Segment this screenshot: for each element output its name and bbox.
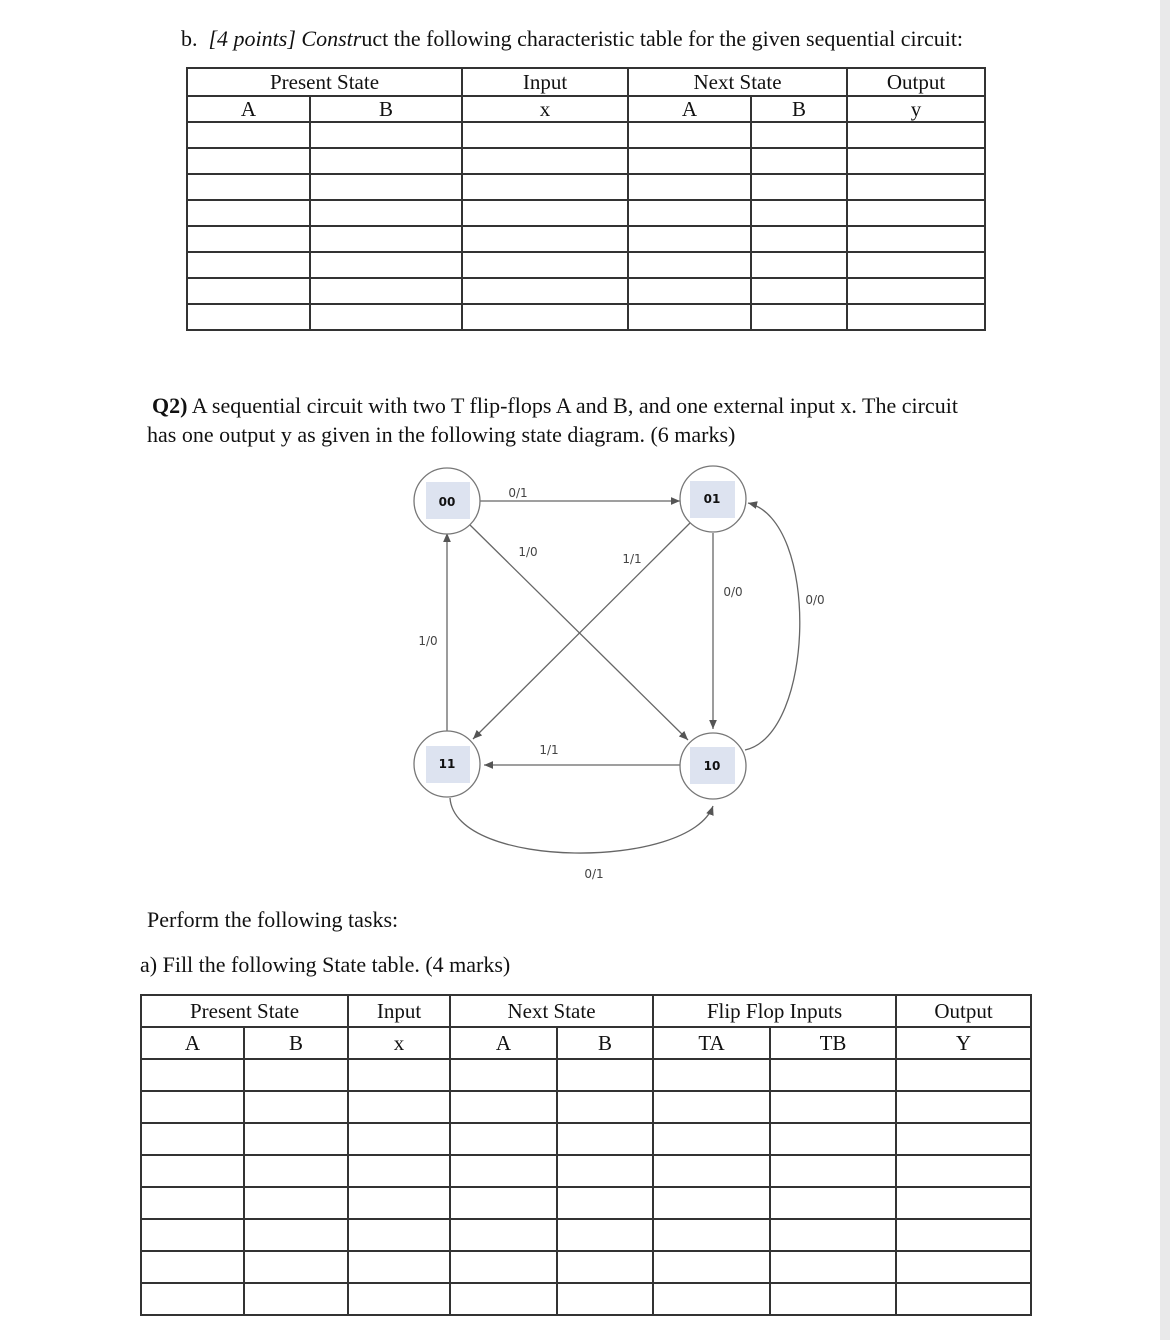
empty-cell[interactable] (751, 122, 847, 148)
table-row (141, 1187, 1031, 1219)
empty-cell[interactable] (770, 1091, 896, 1123)
empty-cell[interactable] (244, 1251, 348, 1283)
part-b-text: uct the following characteristic table for the given sequential circuit: (361, 26, 964, 51)
empty-cell[interactable] (141, 1059, 244, 1091)
empty-cell[interactable] (847, 304, 985, 330)
tasks-intro: Perform the following tasks: (147, 907, 399, 932)
empty-cell[interactable] (896, 1219, 1031, 1251)
sub-header: A (450, 1027, 557, 1059)
empty-cell[interactable] (450, 1059, 557, 1091)
empty-cell[interactable] (141, 1123, 244, 1155)
empty-cell[interactable] (653, 1059, 770, 1091)
empty-cell[interactable] (557, 1219, 653, 1251)
empty-cell[interactable] (244, 1219, 348, 1251)
sub-header: A (628, 96, 751, 122)
header-output: Output (847, 68, 985, 96)
sub-header: A (187, 96, 310, 122)
empty-cell[interactable] (751, 252, 847, 278)
empty-cell[interactable] (770, 1251, 896, 1283)
table-row (187, 148, 985, 174)
empty-cell[interactable] (450, 1283, 557, 1315)
part-b-heading (181, 26, 963, 52)
empty-cell[interactable] (628, 304, 751, 330)
header-next-state: Next State (628, 68, 847, 96)
empty-cell[interactable] (770, 1187, 896, 1219)
empty-cell[interactable] (557, 1123, 653, 1155)
empty-cell[interactable] (244, 1059, 348, 1091)
empty-cell[interactable] (770, 1283, 896, 1315)
page-edge (1160, 0, 1170, 1340)
table-sub-header-row (187, 96, 985, 122)
empty-cell[interactable] (310, 226, 462, 252)
empty-cell[interactable] (751, 278, 847, 304)
empty-cell[interactable] (751, 174, 847, 200)
empty-cell[interactable] (653, 1219, 770, 1251)
empty-cell[interactable] (141, 1155, 244, 1187)
empty-cell[interactable] (450, 1155, 557, 1187)
table-row (141, 1123, 1031, 1155)
empty-cell[interactable] (187, 174, 310, 200)
empty-cell[interactable] (244, 1155, 348, 1187)
empty-cell[interactable] (141, 1219, 244, 1251)
empty-cell[interactable] (896, 1251, 1031, 1283)
empty-cell[interactable] (653, 1091, 770, 1123)
empty-cell[interactable] (348, 1123, 450, 1155)
empty-cell[interactable] (310, 148, 462, 174)
edge-label: 0/1 (508, 486, 528, 500)
empty-cell[interactable] (653, 1123, 770, 1155)
empty-cell[interactable] (187, 226, 310, 252)
empty-cell[interactable] (557, 1091, 653, 1123)
empty-cell[interactable] (141, 1251, 244, 1283)
table-row (187, 252, 985, 278)
q2-label: Q2) (152, 393, 188, 418)
empty-cell[interactable] (653, 1155, 770, 1187)
empty-cell[interactable] (653, 1187, 770, 1219)
empty-cell[interactable] (310, 278, 462, 304)
edge-10-01 (745, 503, 800, 750)
part-b-points: [4 points] Constr (208, 26, 362, 51)
empty-cell[interactable] (187, 304, 310, 330)
state-10-label: 10 (703, 759, 721, 773)
table-row (141, 1283, 1031, 1315)
header-next-state: Next State (450, 995, 653, 1027)
edge-label: 1/0 (418, 634, 438, 648)
header-present-state: Present State (141, 995, 348, 1027)
table-row (187, 200, 985, 226)
empty-cell[interactable] (896, 1283, 1031, 1315)
empty-cell[interactable] (557, 1187, 653, 1219)
empty-cell[interactable] (653, 1283, 770, 1315)
empty-cell[interactable] (462, 304, 628, 330)
empty-cell[interactable] (244, 1283, 348, 1315)
task-a: a) Fill the following State table. (4 marks) (140, 952, 511, 977)
empty-cell[interactable] (847, 226, 985, 252)
part-b-prefix: b. (181, 26, 198, 51)
empty-cell[interactable] (348, 1155, 450, 1187)
empty-cell[interactable] (847, 122, 985, 148)
empty-cell[interactable] (751, 226, 847, 252)
sub-header: Y (896, 1027, 1031, 1059)
table-group-header-row (187, 68, 985, 96)
empty-cell[interactable] (628, 200, 751, 226)
empty-cell[interactable] (896, 1059, 1031, 1091)
empty-cell[interactable] (628, 122, 751, 148)
header-input: Input (462, 68, 628, 96)
empty-cell[interactable] (462, 278, 628, 304)
table-row (187, 304, 985, 330)
table-body (187, 122, 985, 330)
empty-cell[interactable] (896, 1155, 1031, 1187)
empty-cell[interactable] (628, 148, 751, 174)
empty-cell[interactable] (847, 278, 985, 304)
q2-line2: has one output y as given in the following state diagram. (6 marks) (147, 422, 736, 447)
empty-cell[interactable] (462, 226, 628, 252)
empty-cell[interactable] (310, 304, 462, 330)
sub-header: B (244, 1027, 348, 1059)
empty-cell[interactable] (628, 252, 751, 278)
edge-01-11 (473, 523, 690, 739)
empty-cell[interactable] (847, 200, 985, 226)
table-row (141, 1155, 1031, 1187)
empty-cell[interactable] (462, 200, 628, 226)
empty-cell[interactable] (141, 1091, 244, 1123)
table-body (141, 1059, 1031, 1315)
empty-cell[interactable] (896, 1091, 1031, 1123)
edge-label: 0/0 (805, 593, 825, 607)
empty-cell[interactable] (557, 1251, 653, 1283)
empty-cell[interactable] (187, 122, 310, 148)
empty-cell[interactable] (310, 200, 462, 226)
edge-label: 0/0 (723, 585, 743, 599)
empty-cell[interactable] (557, 1059, 653, 1091)
sub-header: B (751, 96, 847, 122)
empty-cell[interactable] (187, 278, 310, 304)
table-row (141, 1219, 1031, 1251)
edge-label: 0/1 (584, 867, 604, 881)
empty-cell[interactable] (141, 1187, 244, 1219)
sub-header: B (310, 96, 462, 122)
empty-cell[interactable] (348, 1219, 450, 1251)
table-sub-header-row (141, 1027, 1031, 1059)
empty-cell[interactable] (462, 148, 628, 174)
empty-cell[interactable] (244, 1187, 348, 1219)
characteristic-table (186, 67, 986, 331)
edge-11-10 (450, 798, 713, 853)
table-row (141, 1091, 1031, 1123)
empty-cell[interactable] (628, 226, 751, 252)
empty-cell[interactable] (187, 200, 310, 226)
sub-header: x (348, 1027, 450, 1059)
table-group-header-row (141, 995, 1031, 1027)
empty-cell[interactable] (462, 174, 628, 200)
empty-cell[interactable] (557, 1155, 653, 1187)
sub-header: A (141, 1027, 244, 1059)
empty-cell[interactable] (628, 174, 751, 200)
table-row (141, 1059, 1031, 1091)
empty-cell[interactable] (847, 252, 985, 278)
table-row (187, 174, 985, 200)
empty-cell[interactable] (557, 1283, 653, 1315)
empty-cell[interactable] (450, 1251, 557, 1283)
header-input: Input (348, 995, 450, 1027)
state-table (140, 994, 1032, 1316)
empty-cell[interactable] (187, 252, 310, 278)
empty-cell[interactable] (310, 174, 462, 200)
empty-cell[interactable] (244, 1091, 348, 1123)
empty-cell[interactable] (450, 1187, 557, 1219)
sub-header: y (847, 96, 985, 122)
edge-label: 1/1 (622, 552, 642, 566)
empty-cell[interactable] (751, 200, 847, 226)
state-diagram (400, 460, 840, 890)
empty-cell[interactable] (244, 1123, 348, 1155)
empty-cell[interactable] (348, 1251, 450, 1283)
table-row (141, 1251, 1031, 1283)
state-00-label: 00 (438, 495, 456, 509)
state-11-label: 11 (438, 757, 456, 771)
edge-label: 1/1 (539, 743, 559, 757)
table-row (187, 278, 985, 304)
empty-cell[interactable] (770, 1123, 896, 1155)
state-01-label: 01 (703, 492, 721, 506)
header-flip-flop-inputs: Flip Flop Inputs (653, 995, 896, 1027)
empty-cell[interactable] (450, 1123, 557, 1155)
edge-label: 1/0 (518, 545, 538, 559)
empty-cell[interactable] (751, 304, 847, 330)
q2-text-1: A sequential circuit with two T flip-flops A and B, and one external input x. The circuit (187, 393, 958, 418)
sub-header: B (557, 1027, 653, 1059)
header-present-state: Present State (187, 68, 462, 96)
empty-cell[interactable] (462, 252, 628, 278)
empty-cell[interactable] (348, 1059, 450, 1091)
empty-cell[interactable] (628, 278, 751, 304)
header-output: Output (896, 995, 1031, 1027)
empty-cell[interactable] (310, 252, 462, 278)
empty-cell[interactable] (751, 148, 847, 174)
empty-cell[interactable] (770, 1059, 896, 1091)
q2-line1 (152, 393, 958, 419)
empty-cell[interactable] (450, 1091, 557, 1123)
empty-cell[interactable] (847, 148, 985, 174)
empty-cell[interactable] (348, 1091, 450, 1123)
table-row (187, 226, 985, 252)
empty-cell[interactable] (348, 1187, 450, 1219)
empty-cell[interactable] (896, 1123, 1031, 1155)
table-row (187, 122, 985, 148)
empty-cell[interactable] (847, 174, 985, 200)
empty-cell[interactable] (310, 122, 462, 148)
sub-header: TA (653, 1027, 770, 1059)
empty-cell[interactable] (896, 1187, 1031, 1219)
empty-cell[interactable] (141, 1283, 244, 1315)
empty-cell[interactable] (462, 122, 628, 148)
empty-cell[interactable] (348, 1283, 450, 1315)
empty-cell[interactable] (770, 1219, 896, 1251)
sub-header: x (462, 96, 628, 122)
empty-cell[interactable] (653, 1251, 770, 1283)
sub-header: TB (770, 1027, 896, 1059)
empty-cell[interactable] (450, 1219, 557, 1251)
empty-cell[interactable] (770, 1155, 896, 1187)
empty-cell[interactable] (187, 148, 310, 174)
